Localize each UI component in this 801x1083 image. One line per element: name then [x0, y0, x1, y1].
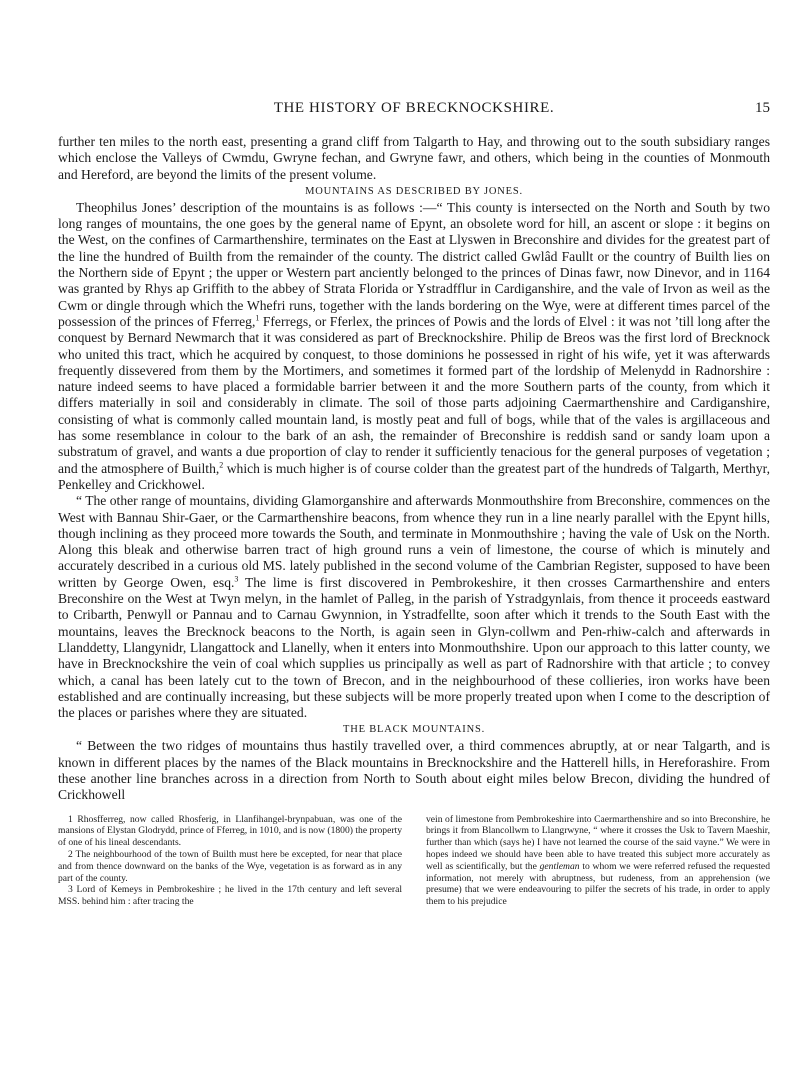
footnote-ref-3: 3 — [234, 574, 239, 584]
footnote-3-continued-a: vein of limestone from Pembrokeshire into Caermarthenshire and so into Breconshire, he brings it from Blancollwm to Llangrwyne, “ where it crosses the Usk to Tavern Maeshir, further than which (says he) I have not learned the course of the said vayne.” We were in hopes indeed we should have been able to have treated this subject more accurately as well as scientifically, but the — [426, 813, 770, 872]
footnote-3-continued — [426, 814, 770, 908]
paragraph-4: “ Between the two ridges of mountains thus hastily travelled over, a third commences abruptly, at or near Talgarth, and is known in different places by the names of the Black mountains in Brecknockshire and the Hatterell hills, in Hereforashire. From these another line branches across in a direction from North to South about eight miles below Brecon, dividing the hundred of Crickhowell — [58, 738, 770, 803]
paragraph-1: further ten miles to the north east, presenting a grand cliff from Talgarth to Hay, and throwing out to the south subsidiary ranges which enclose the Valleys of Cwmdu, Gwryne fechan, and Gwryne fawr, and others, which being in the counties of Monmouth and Hereford, are beyond the limits of the present volume. — [58, 134, 770, 182]
section-heading-black-mountains: THE BLACK MOUNTAINS. — [342, 724, 486, 736]
running-title: THE HISTORY OF BRECKNOCKSHIRE. — [273, 100, 555, 116]
paragraph-3-part-a: “ The other range of mountains, dividing Glamorganshire and afterwards Monmouthshire from Breconshire, commences on the West with Bannau Shir-Gaer, or the Carmarthenshire beacons, from whence they run in a line nearly parallel with the Epynt hills, though inclining as they proceed more towards the South, and terminate in Monmouthshire ; having the vale of Usk on the North. Along this bleak and otherwise barren tract of high ground runs a vein of limestone, the course of which is minutely and accurately described in a curious old MS. lately published in the second volume of the Cambrian Register, supposed to have been written by George Owen, esq. — [58, 493, 770, 590]
footnote-3-continued-b: to whom we were referred refused the requested information, not merely with abruptness, but rudeness, from an apprehension (we presume) that we were endeavouring to pilfer the secrets of his trade, in order to apply them to his prejudice — [426, 860, 770, 908]
footnotes-right-column — [426, 814, 770, 908]
book-page — [58, 100, 770, 908]
footnotes — [58, 814, 770, 908]
footnote-3: 3 Lord of Kemeys in Pembrokeshire ; he lived in the 17th century and left several MSS. behind him : after tracing the — [58, 884, 402, 908]
paragraph-2 — [58, 200, 770, 493]
footnotes-left-column — [58, 814, 402, 908]
paragraph-2-part-a: Theophilus Jones’ description of the mountains is as follows :—“ This county is intersected on the North and South by two long ranges of mountains, the one goes by the general name of Epynt, an obsolete word for hill, an ascent or slope : it begins on the West, on the confines of Carmarthenshire, terminates on the East at Llyswen in Breconshire and divides for the greatest part of the line the hundred of Builth from the remainder of the county. The district called Gwlâd Faullt or the country of Builth lies on the Northern side of Epynt ; the upper or Western part anciently belonged to the princes of Dinas fawr, now Dinevor, and in 1164 was granted by Rhys ap Griffith to the abbey of Strata Florida or Ystradfflur in Cardiganshire, and the vale of Irvon as weil as the Cwm or dingle through which the Whefri runs, together with the lands bordering on the Wye, were at different times parcel of the possession of the princes of Fferreg, — [58, 199, 770, 329]
footnote-1: 1 Rhosfferreg, now called Rhosferig, in Llanfihangel-brynpabuan, was one of the mansions of Elystan Glodrydd, prince of Fferreg, in 1010, and is now (1800) the property of one of his lineal descendants. — [58, 813, 402, 849]
paragraph-2-part-c: which is much higher is of course colder than the greatest part of the hundreds of Talgarth, Merthyr, Penkelley and Crickhowel. — [58, 460, 770, 492]
page-number: 15 — [755, 100, 770, 116]
paragraph-3 — [58, 493, 770, 721]
paragraph-3-part-b: The lime is first discovered in Pembrokeshire, it then crosses Carmarthenshire and enters Breconshire on the West at Twyn melyn, in the hamlet of Palleg, in the parish of Ystradgynlais, from thence it proceeds eastward to Cribarth, Penwyll or Pannau and to Carnau Gwynnion, in Ystradfellte, soon after which it trends to the South East with the mountains, leaves the Brecknock beacons to the North, is again seen in Glyn-collwm and Pen-rhiw-calch and afterwards in Llanddetty, Llangynidr, Llangattock and Llanelly, when it enters into Monmouthshire. Upon our approach to this latter county, we have in Brecknockshire the vein of coal which supplies us principally as well as part of Radnorshire with that article ; to convey which, a canal has been lately cut to the town of Brecon, and in the neighbourhood of these collieries, iron works have been established and are continually increasing, but these subjects will be more properly treated upon when I come to the description of the places or parishes where they are situated. — [58, 574, 770, 721]
running-head — [58, 100, 770, 122]
footnote-3-emphasis: gentleman — [539, 860, 580, 872]
section-heading-mountains: MOUNTAINS AS DESCRIBED BY JONES. — [305, 185, 523, 197]
body-text — [58, 134, 770, 804]
footnote-2: 2 The neighbourhood of the town of Builth must here be excepted, for near that place and from thence downward on the banks of the Wye, vegetation is as forward as in any part of the county. — [58, 848, 402, 884]
footnote-ref-2: 2 — [219, 460, 224, 470]
paragraph-2-part-b: Fferregs, or Fferlex, the princes of Powis and the lords of Elvel : it was not ’till long after the conquest by Bernard Newmarch that it was considered as part of Brecknockshire. Philip de Breos was the first lord of Brecknock who united this tract, which he acquired by conquest, to those dominions he possessed in right of his wife, yet it was afterwards frequently dissevered from them by the Mortimers, and sometimes it formed part of the lordship of Melenydd in Radnorshire : nature indeed seems to have placed a formidable barrier between it and the more Southern parts of the county, from which it differs materially in soil and considerably in climate. The soil of those parts adjoining Caermarthenshire and Cardiganshire, consisting of what is commonly called mountain land, is mostly peat and full of bogs, while that of the vales is argillaceous and has some resemblance in colour to the bark of an ash, the remainder of Breconshire is reddish sand or sandy loam upon a substratum of gravel, and wants a due proportion of clay to render it sufficiently tenacious for the general purposes of vegetation ; and the atmosphere of Builth, — [58, 313, 770, 476]
footnote-ref-1: 1 — [255, 313, 260, 323]
